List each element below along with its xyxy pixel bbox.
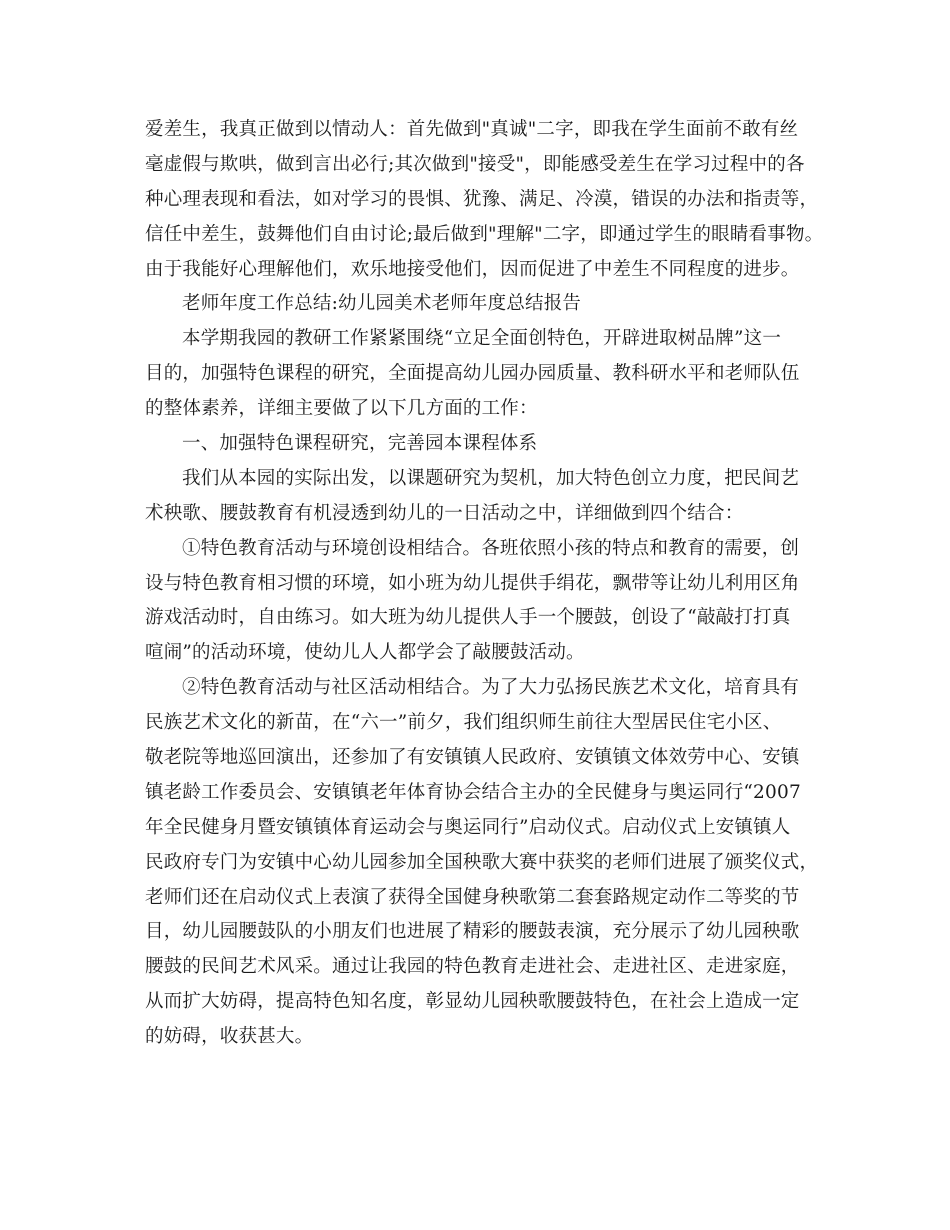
text-line: 敬老院等地巡回演出，还参加了有安镇镇人民政府、安镇镇文体效劳中心、安镇 xyxy=(145,747,800,769)
text-line: 的妨碍，收获甚大。 xyxy=(145,1026,314,1048)
text-line: 民政府专门为安镇中心幼儿园参加全国秧歌大赛中获奖的老师们进展了颁奖仪式， xyxy=(145,851,819,873)
text-line: 毫虚假与欺哄，做到言出必行;其次做到"接受"，即能感受差生在学习过程中的各 xyxy=(145,153,805,175)
document-body xyxy=(145,113,825,1055)
text-line: 术秧歌、腰鼓教育有机浸透到幼儿的一日活动之中，详细做到四个结合： xyxy=(145,502,744,524)
text-line: 游戏活动时，自由练习。如大班为幼儿提供人手一个腰鼓，创设了“敲敲打打真 xyxy=(145,607,791,629)
text-line: 民族艺术文化的新苗，在“六一”前夕，我们组织师生前往大型居民住宅小区、 xyxy=(145,712,782,734)
text-line: 本学期我园的教研工作紧紧围绕“立足全面创特色，开辟进取树品牌”这一 xyxy=(182,328,782,350)
text-line: 老师年度工作总结:幼儿园美术老师年度总结报告 xyxy=(182,293,582,315)
text-line: ②特色教育活动与社区活动相结合。为了大力弘扬民族艺术文化，培育具有 xyxy=(182,677,800,699)
text-line: 我们从本园的实际出发，以课题研究为契机，加大特色创立力度，把民间艺 xyxy=(182,467,800,489)
text-line: 的整体素养，详细主要做了以下几方面的工作： xyxy=(145,398,538,420)
text-line: 年全民健身月暨安镇镇体育运动会与奥运同行”启动仪式。启动仪式上安镇镇人 xyxy=(145,816,791,838)
text-line: 设与特色教育相习惯的环境，如小班为幼儿提供手绢花，飘带等让幼儿利用区角 xyxy=(145,572,800,594)
text-line: 喧闹”的活动环境，使幼儿人人都学会了敲腰鼓活动。 xyxy=(145,642,585,664)
text-line: ①特色教育活动与环境创设相结合。各班依照小孩的特点和教育的需要，创 xyxy=(182,537,800,559)
text-line: 由于我能好心理解他们，欢乐地接受他们，因而促进了中差生不同程度的进步。 xyxy=(145,258,800,280)
text-line: 爱差生，我真正做到以情动人：首先做到"真诚"二字，即我在学生面前不敢有丝 xyxy=(145,119,799,140)
text-line: 一、加强特色课程研究，完善园本课程体系 xyxy=(182,433,538,455)
text-line: 老师们还在启动仪式上表演了获得全国健身秧歌第二套套路规定动作二等奖的节 xyxy=(145,886,800,908)
text-line: 从而扩大妨碍，提高特色知名度，彰显幼儿园秧歌腰鼓特色，在社会上造成一定 xyxy=(145,991,800,1013)
text-line: 镇老龄工作委员会、安镇镇老年体育协会结合主办的全民健身与奥运同行“2007 xyxy=(145,781,801,803)
text-line: 目的，加强特色课程的研究，全面提高幼儿园办园质量、教科研水平和老师队伍 xyxy=(145,363,800,385)
text-line: 目，幼儿园腰鼓队的小朋友们也进展了精彩的腰鼓表演，充分展示了幼儿园秧歌 xyxy=(145,921,800,943)
text-line: 腰鼓的民间艺术风采。通过让我园的特色教育走进社会、走进社区、走进家庭， xyxy=(145,956,800,978)
text-line: 信任中差生，鼓舞他们自由讨论;最后做到"理解"二字，即通过学生的眼睛看事物。 xyxy=(145,223,824,245)
text-line: 种心理表现和看法，如对学习的畏惧、犹豫、满足、冷漠，错误的办法和指责等， xyxy=(145,188,819,210)
